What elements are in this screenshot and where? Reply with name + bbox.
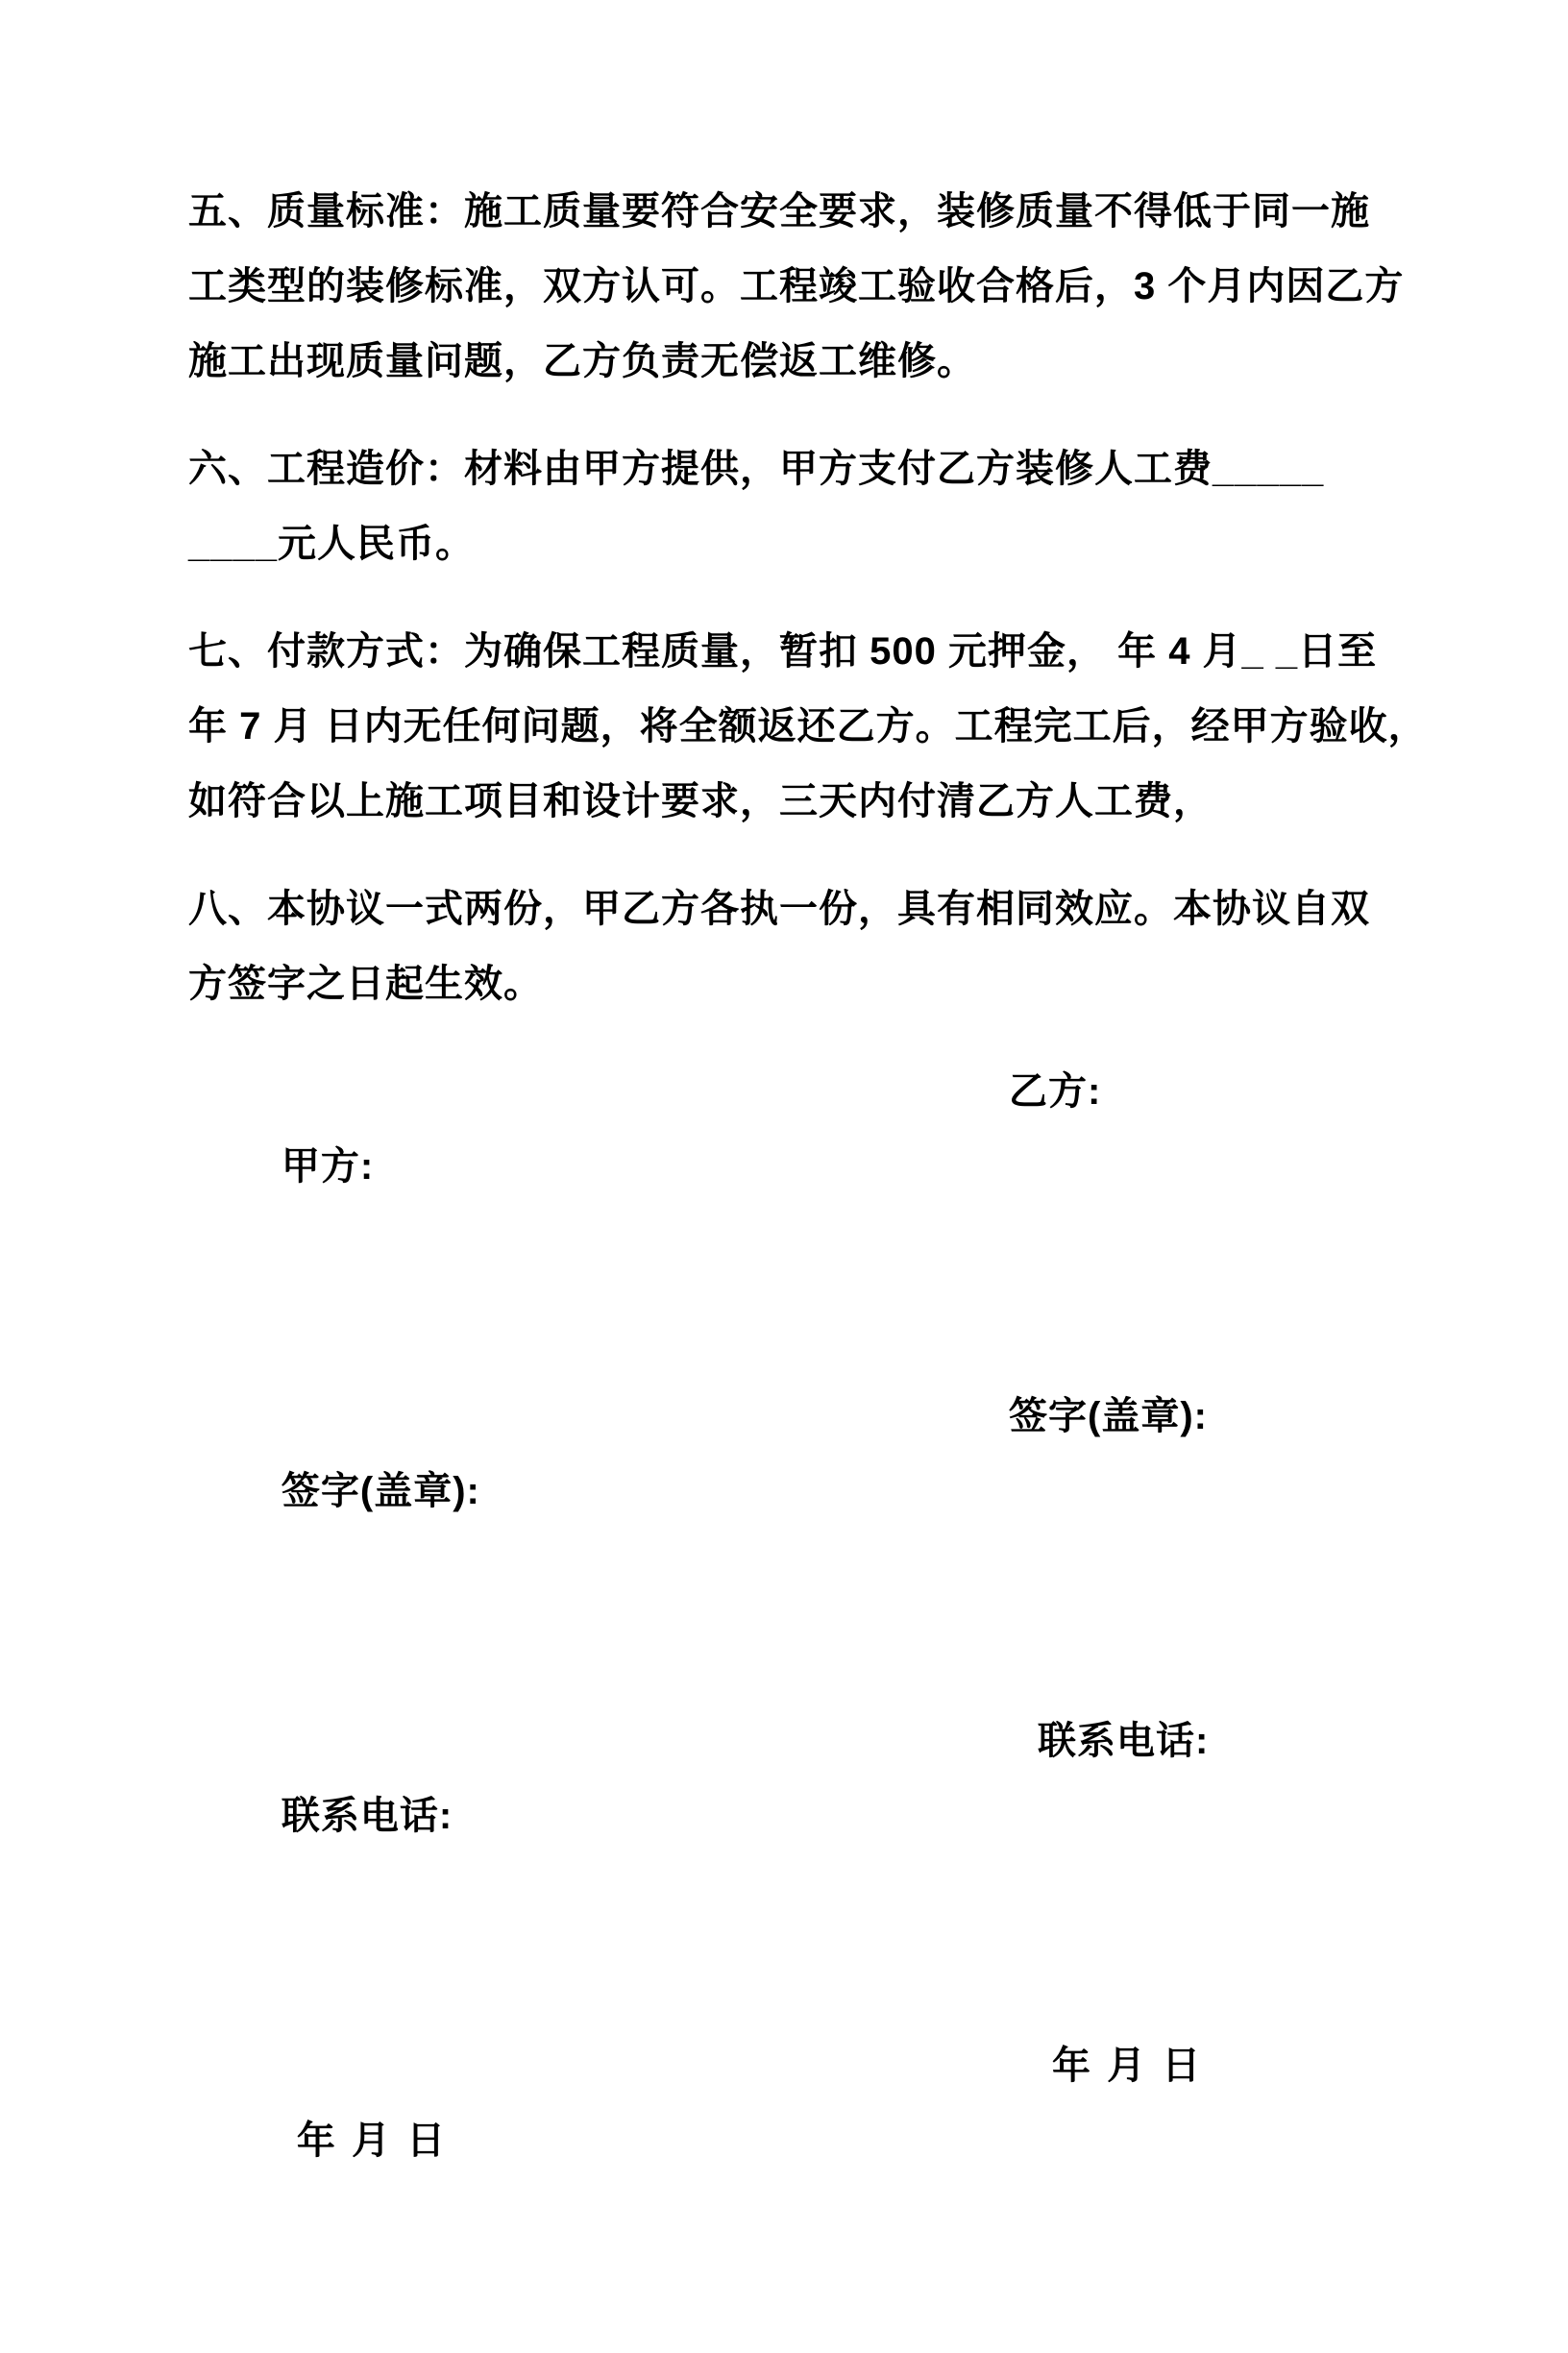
clause-5: [188, 174, 1424, 399]
party-b-seal-label: 签字(盖章):: [1009, 1395, 1208, 1437]
party-b-date-label: 年 月 日: [1052, 2045, 1204, 2087]
party-b-label: 乙方:: [1009, 1070, 1102, 1113]
clause-7-line-1: 七、付款方式：为确保工程质量，暂扣 500 元押金， 年 4 月_ _日至: [188, 630, 1378, 673]
clause-6: [188, 431, 1424, 581]
clause-6-line-2: ____元人民币。: [188, 523, 475, 565]
clause-5-line-1: 五、质量标准：施工质量要符合安全要求，装修质量不得低于同一施: [188, 190, 1370, 233]
party-a-seal-label: 签字(盖章):: [281, 1470, 480, 1512]
contract-body: [188, 174, 1428, 2353]
clause-8-line-2: 方签字之日起生效。: [188, 963, 543, 1005]
party-a-date-label: 年 月 日: [296, 2120, 449, 2162]
clause-7-line-2: 年 7 月 日内无任何问题，将全额返还乙方。工程完工后，经甲方验收，: [188, 705, 1428, 748]
party-a-label: 甲方:: [281, 1145, 375, 1188]
clause-8-line-1: 八、本协议一式两份，甲乙方各执一份，具有相同效应。本协议自双: [188, 888, 1370, 930]
signature-row-party: [188, 1054, 1424, 1354]
clause-7: [188, 614, 1428, 839]
signature-row-phone: [188, 1703, 1424, 2003]
signature-block: [188, 1054, 1424, 2328]
clause-8: [188, 871, 1424, 1021]
signature-row-date: [188, 2028, 1424, 2328]
party-b-phone-label: 联系电话:: [1038, 1720, 1210, 1762]
party-a-phone-label: 联系电话:: [281, 1795, 453, 1837]
signature-row-seal: [188, 1379, 1424, 1679]
clause-7-line-3: 如符合以上施工项目和设计要求，三天内付清乙方人工费，: [188, 780, 1213, 822]
clause-5-line-2: 工类型的装修标准，双方认可。工程竣工验收合格后，3 个月内因乙方: [188, 265, 1405, 307]
clause-5-line-3: 施工出现质量问题，乙方负责无偿返工维修。: [188, 340, 976, 382]
clause-6-line-1: 六、工程造价：材料由甲方提供，甲方支付乙方装修人工费_____: [188, 448, 1325, 490]
